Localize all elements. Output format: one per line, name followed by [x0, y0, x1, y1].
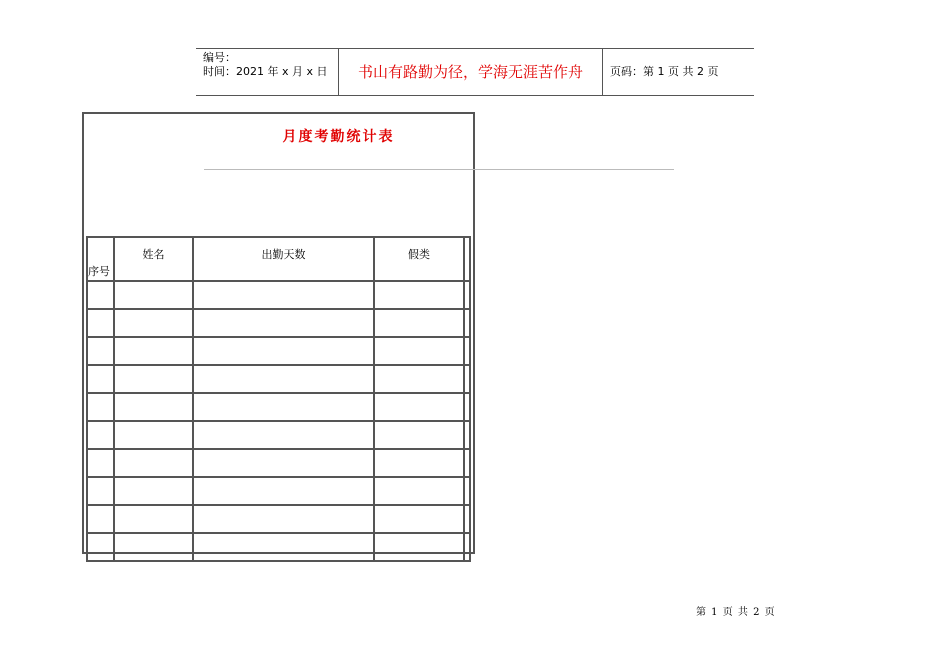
cell-name — [114, 393, 193, 421]
cell-seq — [87, 309, 114, 337]
cell-extra — [464, 281, 470, 309]
header-page-info: 页码：第 1 页 共 2 页 — [610, 65, 719, 78]
table-row — [87, 449, 470, 477]
cell-days — [193, 505, 374, 533]
cell-leave — [374, 365, 464, 393]
cell-name — [114, 365, 193, 393]
number-label: 编号： — [203, 51, 236, 64]
cell-days — [193, 337, 374, 365]
cell-leave — [374, 505, 464, 533]
column-header-seq: 序号 — [87, 237, 114, 281]
table-row — [87, 281, 470, 309]
cell-days — [193, 309, 374, 337]
cell-leave — [374, 281, 464, 309]
page-header — [196, 48, 754, 96]
cell-extra — [464, 309, 470, 337]
cell-leave — [374, 449, 464, 477]
table-row — [87, 365, 470, 393]
attendance-sheet — [82, 112, 475, 554]
cell-leave — [374, 421, 464, 449]
cell-leave — [374, 309, 464, 337]
page-footer: 第 1 页 共 2 页 — [696, 607, 776, 618]
table-row — [87, 477, 470, 505]
column-header-extra — [464, 237, 470, 281]
attendance-table — [86, 236, 471, 562]
header-motto: 书山有路勤为径，学海无涯苦作舟 — [357, 63, 583, 81]
column-header-leave: 假类 — [374, 237, 464, 281]
cell-name — [114, 533, 193, 561]
cell-extra — [464, 421, 470, 449]
table-row — [87, 393, 470, 421]
column-header-days: 出勤天数 — [193, 237, 374, 281]
cell-extra — [464, 449, 470, 477]
cell-leave — [374, 337, 464, 365]
column-header-name: 姓名 — [114, 237, 193, 281]
table-header-row — [87, 237, 470, 281]
cell-name — [114, 337, 193, 365]
table-row — [87, 309, 470, 337]
cell-extra — [464, 393, 470, 421]
cell-name — [114, 421, 193, 449]
cell-days — [193, 365, 374, 393]
cell-extra — [464, 477, 470, 505]
cell-days — [193, 421, 374, 449]
cell-name — [114, 449, 193, 477]
cell-days — [193, 477, 374, 505]
cell-seq — [87, 393, 114, 421]
cell-name — [114, 309, 193, 337]
cell-seq — [87, 449, 114, 477]
title-area — [84, 114, 473, 236]
cell-seq — [87, 281, 114, 309]
cell-extra — [464, 365, 470, 393]
title-rule — [204, 169, 674, 170]
cell-name — [114, 281, 193, 309]
table-row — [87, 421, 470, 449]
cell-extra — [464, 533, 470, 561]
cell-seq — [87, 477, 114, 505]
table-body — [87, 281, 470, 561]
cell-seq — [87, 421, 114, 449]
cell-days — [193, 449, 374, 477]
cell-extra — [464, 505, 470, 533]
table-row — [87, 505, 470, 533]
cell-days — [193, 533, 374, 561]
document-title: 月度考勤统计表 — [282, 129, 395, 145]
header-meta — [203, 51, 338, 79]
time-label: 时间：2021 年 x 月 x 日 — [203, 65, 328, 78]
cell-seq — [87, 533, 114, 561]
table-row — [87, 337, 470, 365]
header-divider — [602, 49, 603, 95]
cell-name — [114, 505, 193, 533]
cell-leave — [374, 533, 464, 561]
cell-days — [193, 393, 374, 421]
cell-name — [114, 477, 193, 505]
cell-extra — [464, 337, 470, 365]
cell-seq — [87, 505, 114, 533]
cell-seq — [87, 337, 114, 365]
cell-leave — [374, 393, 464, 421]
cell-leave — [374, 477, 464, 505]
table-row — [87, 533, 470, 561]
cell-seq — [87, 365, 114, 393]
cell-days — [193, 281, 374, 309]
